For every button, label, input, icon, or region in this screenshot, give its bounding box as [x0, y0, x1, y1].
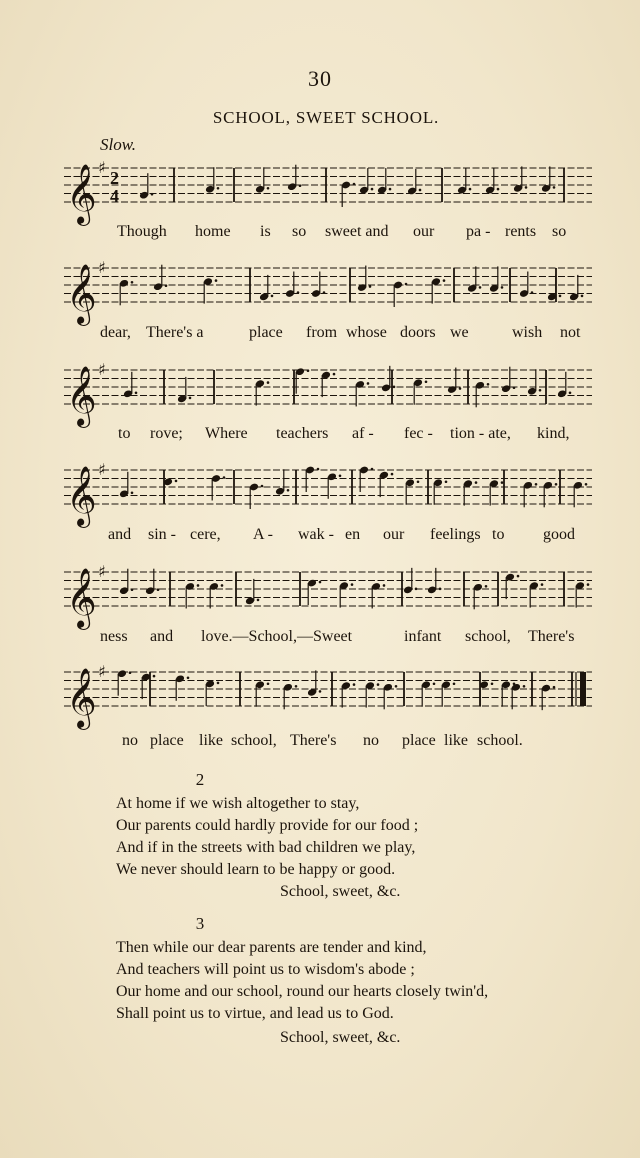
lyric-syllable: and [108, 526, 132, 543]
lyric-syllable: af - [352, 425, 374, 442]
sharp-icon: ♯ [98, 662, 106, 681]
treble-clef-icon: 𝄞 [66, 568, 97, 628]
lyric-syllable: school, [231, 732, 277, 749]
rhythm-dot [501, 481, 504, 484]
lyric-syllable: our [383, 526, 405, 543]
lyric-syllable: school. [477, 732, 523, 749]
lyric-syllable: like [444, 732, 468, 749]
rhythm-dot [353, 183, 356, 186]
music-staff-5 [64, 562, 592, 628]
rhythm-dot [175, 480, 178, 483]
lyric-syllable: infant [404, 628, 442, 645]
lyric-syllable: no [122, 732, 138, 749]
staff-6-notation [64, 662, 592, 728]
rhythm-dot [187, 677, 190, 680]
rhythm-dot [217, 187, 220, 190]
rhythm-dot [513, 386, 516, 389]
rhythm-dot [267, 187, 270, 190]
staff-3-notation [64, 360, 592, 426]
rhythm-dot [475, 481, 478, 484]
rhythm-dot [433, 682, 436, 685]
rhythm-dot [267, 682, 270, 685]
lyric-syllable: en [345, 526, 361, 543]
rhythm-dot [491, 682, 494, 685]
rhythm-dot [323, 291, 326, 294]
rhythm-dot [317, 468, 320, 471]
rhythm-dot [271, 295, 274, 298]
rhythm-dot [165, 284, 168, 287]
rhythm-dot [339, 475, 342, 478]
lyric-syllable: rove; [150, 425, 183, 442]
song-title: SCHOOL, SWEET SCHOOL. [212, 108, 440, 127]
rhythm-dot [453, 682, 456, 685]
rhythm-dot [307, 369, 310, 372]
treble-clef-icon: 𝄞 [66, 264, 97, 324]
lyric-syllable: wak - [298, 526, 334, 543]
rhythm-dot [469, 188, 472, 191]
rhythm-dot [393, 386, 396, 389]
staff-2-notation [64, 258, 592, 324]
music-staff-2 [64, 258, 592, 324]
rhythm-dot [369, 285, 372, 288]
rhythm-dot [319, 690, 322, 693]
verse-line: Our parents could hardly provide for our food ; [116, 817, 419, 834]
staff-4-notation [64, 460, 592, 526]
rhythm-dot [405, 283, 408, 286]
rhythm-dot [287, 489, 290, 492]
rhythm-dot [215, 279, 218, 282]
rhythm-dot [391, 473, 394, 476]
time-signature-top: 2 [110, 168, 119, 189]
sharp-icon: ♯ [98, 258, 106, 277]
verse-line: Then while our dear parents are tender and kind, [116, 939, 427, 956]
music-staff-6 [64, 662, 592, 728]
rhythm-dot [299, 184, 302, 187]
lyric-syllable: rents [505, 223, 537, 240]
rhythm-dot [267, 381, 270, 384]
lyric-syllable: There's a [146, 324, 204, 341]
rhythm-dot [389, 188, 392, 191]
rhythm-dot [445, 480, 448, 483]
lyric-syllable: place [402, 732, 436, 749]
rhythm-dot [371, 468, 374, 471]
treble-clef-icon: 𝄞 [66, 466, 97, 526]
lyric-syllable: A - [253, 526, 273, 543]
rhythm-dot [297, 291, 300, 294]
sharp-icon: ♯ [98, 460, 106, 479]
rhythm-dot [153, 675, 156, 678]
sharp-icon: ♯ [98, 158, 106, 177]
rhythm-dot [319, 581, 322, 584]
rhythm-dot [535, 483, 538, 486]
lyric-syllable: whose [346, 324, 387, 341]
lyric-syllable: sweet and [325, 223, 389, 240]
rhythm-dot [553, 686, 556, 689]
lyric-syllable: Though [117, 223, 167, 240]
rhythm-dot [443, 279, 446, 282]
rhythm-dot [541, 583, 544, 586]
lyric-syllable: place [150, 732, 184, 749]
lyric-syllable: our [413, 223, 435, 240]
staff-5-notation [64, 562, 592, 628]
treble-clef-icon: 𝄞 [66, 164, 97, 224]
rhythm-dot [135, 392, 138, 395]
lyric-syllable: kind, [537, 425, 570, 442]
rhythm-dot [371, 188, 374, 191]
rhythm-dot [217, 682, 220, 685]
lyric-syllable: like [199, 732, 223, 749]
rhythm-dot [555, 483, 558, 486]
rhythm-dot [559, 295, 562, 298]
music-staff-4 [64, 460, 592, 526]
lyric-syllable: dear, [100, 324, 131, 341]
verse-line: At home if we wish altogether to stay, [116, 795, 360, 812]
lyric-syllable: good [543, 526, 575, 543]
rhythm-dot [129, 671, 132, 674]
lyric-syllable: pa - [466, 223, 491, 240]
lyric-syllable: cere, [190, 526, 221, 543]
rhythm-dot [487, 383, 490, 386]
rhythm-dot [151, 193, 154, 196]
rhythm-dot [377, 683, 380, 686]
sharp-icon: ♯ [98, 562, 106, 581]
rhythm-dot [569, 392, 572, 395]
lyric-syllable: doors [400, 324, 436, 341]
rhythm-dot [353, 683, 356, 686]
rhythm-dot [395, 685, 398, 688]
lyric-syllable: school, [465, 628, 511, 645]
rhythm-dot [261, 485, 264, 488]
rhythm-dot [523, 685, 526, 688]
rhythm-dot [197, 584, 200, 587]
rhythm-dot [157, 588, 160, 591]
lyric-syllable: no [363, 732, 379, 749]
sharp-icon: ♯ [98, 360, 106, 379]
lyric-syllable: fec - [404, 425, 433, 442]
verse-line: Our home and our school, round our hearts closely twin'd, [116, 983, 489, 1000]
music-staff-3 [64, 360, 592, 426]
lyric-syllable: tion - ate, [450, 425, 511, 442]
lyric-syllable: from [306, 324, 338, 341]
lyric-syllable: is [260, 223, 271, 240]
rhythm-dot [295, 685, 298, 688]
rhythm-dot [333, 373, 336, 376]
rhythm-dot [517, 575, 520, 578]
lyric-syllable: teachers [276, 425, 329, 442]
rhythm-dot [417, 480, 420, 483]
rhythm-dot [531, 291, 534, 294]
lyric-syllable: love.—School,—Sweet [201, 628, 353, 645]
rhythm-dot [525, 186, 528, 189]
lyric-syllable: Where [205, 425, 248, 442]
rhythm-dot [459, 387, 462, 390]
lyric-syllable: place [249, 324, 283, 341]
lyric-syllable: we [450, 324, 469, 341]
page-number: 30 [308, 66, 332, 91]
verse-line: And teachers will point us to wisdom's abode ; [116, 961, 415, 978]
rhythm-dot [497, 188, 500, 191]
verse-2-number: 2 [195, 770, 205, 789]
final-bar-thick [580, 672, 586, 706]
rhythm-dot [501, 286, 504, 289]
rhythm-dot [581, 295, 584, 298]
lyric-syllable: to [118, 425, 131, 442]
rhythm-dot [485, 585, 488, 588]
rhythm-dot [439, 588, 442, 591]
rhythm-dot [415, 588, 418, 591]
staff-1-notation [64, 158, 592, 224]
rhythm-dot [131, 281, 134, 284]
rhythm-dot [351, 583, 354, 586]
lyric-syllable: home [195, 223, 231, 240]
rhythm-dot [383, 584, 386, 587]
music-staff-1 [64, 158, 592, 224]
rhythm-dot [367, 382, 370, 385]
verse-3-number: 3 [195, 914, 205, 933]
lyric-syllable: not [560, 324, 581, 341]
verse-line: We never should learn to be happy or good. [116, 861, 396, 878]
rhythm-dot [479, 286, 482, 289]
rhythm-dot [221, 584, 224, 587]
lyric-syllable: so [292, 223, 307, 240]
time-signature-bottom: 4 [110, 186, 119, 206]
rhythm-dot [131, 588, 134, 591]
rhythm-dot [419, 189, 422, 192]
lyric-syllable: feelings [430, 526, 481, 543]
lyric-syllable: sin - [148, 526, 176, 543]
lyric-syllable: wish [512, 324, 543, 341]
tempo-marking: Slow. [100, 135, 137, 154]
rhythm-dot [131, 492, 134, 495]
lyric-syllable: There's [290, 732, 337, 749]
lyric-syllable: There's [528, 628, 575, 645]
verse-line: Shall point us to virtue, and lead us to God. [116, 1005, 394, 1022]
rhythm-dot [539, 389, 542, 392]
lyric-syllable: ness [100, 628, 128, 645]
rhythm-dot [257, 599, 260, 602]
lyric-syllable: so [552, 223, 567, 240]
treble-clef-icon: 𝄞 [66, 366, 97, 426]
rhythm-dot [553, 186, 556, 189]
verse-line: And if in the streets with bad children we play, [116, 839, 416, 856]
chorus-reference: School, sweet, &c. [280, 883, 401, 900]
treble-clef-icon: 𝄞 [66, 668, 97, 728]
rhythm-dot [587, 583, 590, 586]
rhythm-dot [585, 483, 588, 486]
chorus-reference: School, sweet, &c. [280, 1029, 401, 1046]
rhythm-dot [189, 397, 192, 400]
rhythm-dot [223, 476, 226, 479]
lyric-syllable: to [492, 526, 505, 543]
rhythm-dot [425, 380, 428, 383]
lyric-syllable: and [150, 628, 174, 645]
